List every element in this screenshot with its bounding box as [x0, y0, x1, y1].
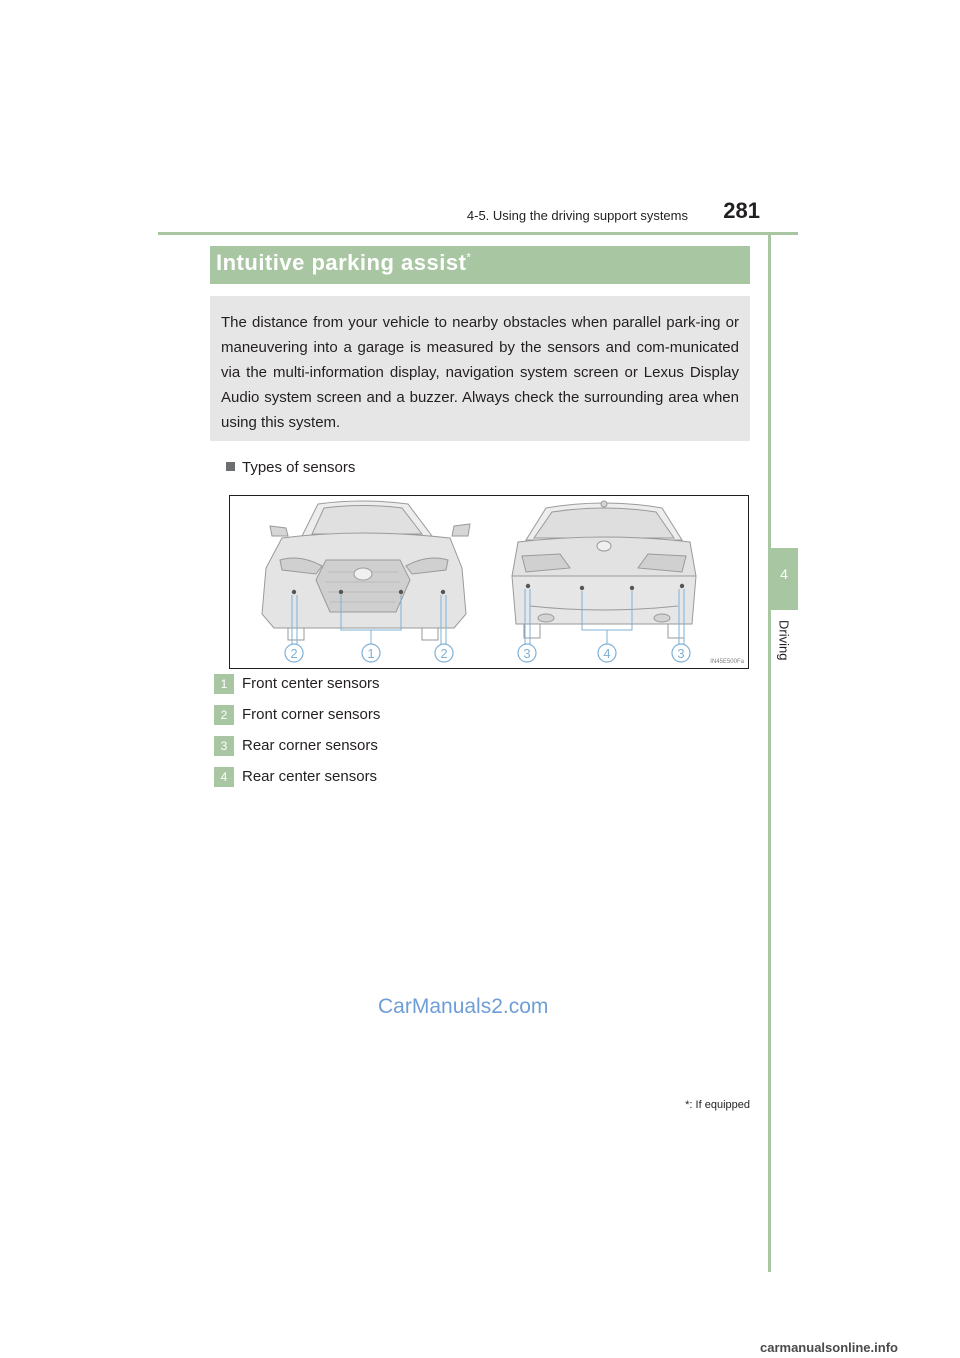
- callout-label: 4: [603, 646, 611, 661]
- chapter-tab-label: Driving: [776, 619, 792, 661]
- watermark-footer[interactable]: carmanualsonline.info: [760, 1340, 898, 1355]
- footnote: *: If equipped: [685, 1099, 750, 1111]
- callout-front-center: [362, 644, 380, 662]
- sensor-illustration: [229, 495, 749, 669]
- callout-label: 3: [677, 646, 685, 661]
- car-drawing: [230, 496, 748, 668]
- rear-car-icon: [512, 501, 696, 638]
- callout-label: 2: [440, 646, 448, 661]
- watermark-link[interactable]: CarManuals2.com: [378, 995, 549, 1018]
- legend-label: Front corner sensors: [242, 706, 381, 723]
- legend-label: Rear center sensors: [242, 768, 378, 785]
- page-title-text: Intuitive parking assist: [216, 250, 467, 275]
- legend-number: 2: [214, 705, 234, 725]
- callout-rear-corner-right: [672, 644, 690, 662]
- page-title: [216, 250, 472, 276]
- header-rule: [158, 232, 798, 235]
- callout-rear-center: [598, 644, 616, 662]
- callout-front-corner-left: [285, 644, 303, 662]
- legend-number: 4: [214, 767, 234, 787]
- section-title: 4-5. Using the driving support systems: [466, 208, 688, 223]
- subheading: [226, 459, 355, 476]
- callouts: [285, 644, 690, 662]
- page-title-marker: *: [466, 250, 472, 265]
- callout-label: 1: [367, 646, 375, 661]
- callout-front-corner-right: [435, 644, 453, 662]
- legend-label: Front center sensors: [242, 675, 380, 692]
- square-bullet-icon: [226, 462, 235, 471]
- subheading-text: Types of sensors: [242, 459, 356, 476]
- chapter-tab-number: 4: [780, 566, 788, 582]
- callout-rear-corner-left: [518, 644, 536, 662]
- side-rule: [768, 232, 771, 1272]
- front-car-icon: [262, 501, 470, 640]
- callout-label: 3: [523, 646, 531, 661]
- callout-label: 2: [290, 646, 298, 661]
- illustration-code: IN45E500Fa: [710, 659, 744, 665]
- intro-box: The distance from your vehicle to nearby obstacles when parallel park-ing or maneuvering into a garage is measured by the sensors and com-municated via the multi-information display, navigation system screen or Lexus Display Audio system screen and a buzzer. Always check the surrounding area when using this system.: [210, 296, 750, 441]
- legend-number: 3: [214, 736, 234, 756]
- legend-number: 1: [214, 674, 234, 694]
- legend-label: Rear corner sensors: [242, 737, 378, 754]
- page-number: 281: [723, 198, 760, 223]
